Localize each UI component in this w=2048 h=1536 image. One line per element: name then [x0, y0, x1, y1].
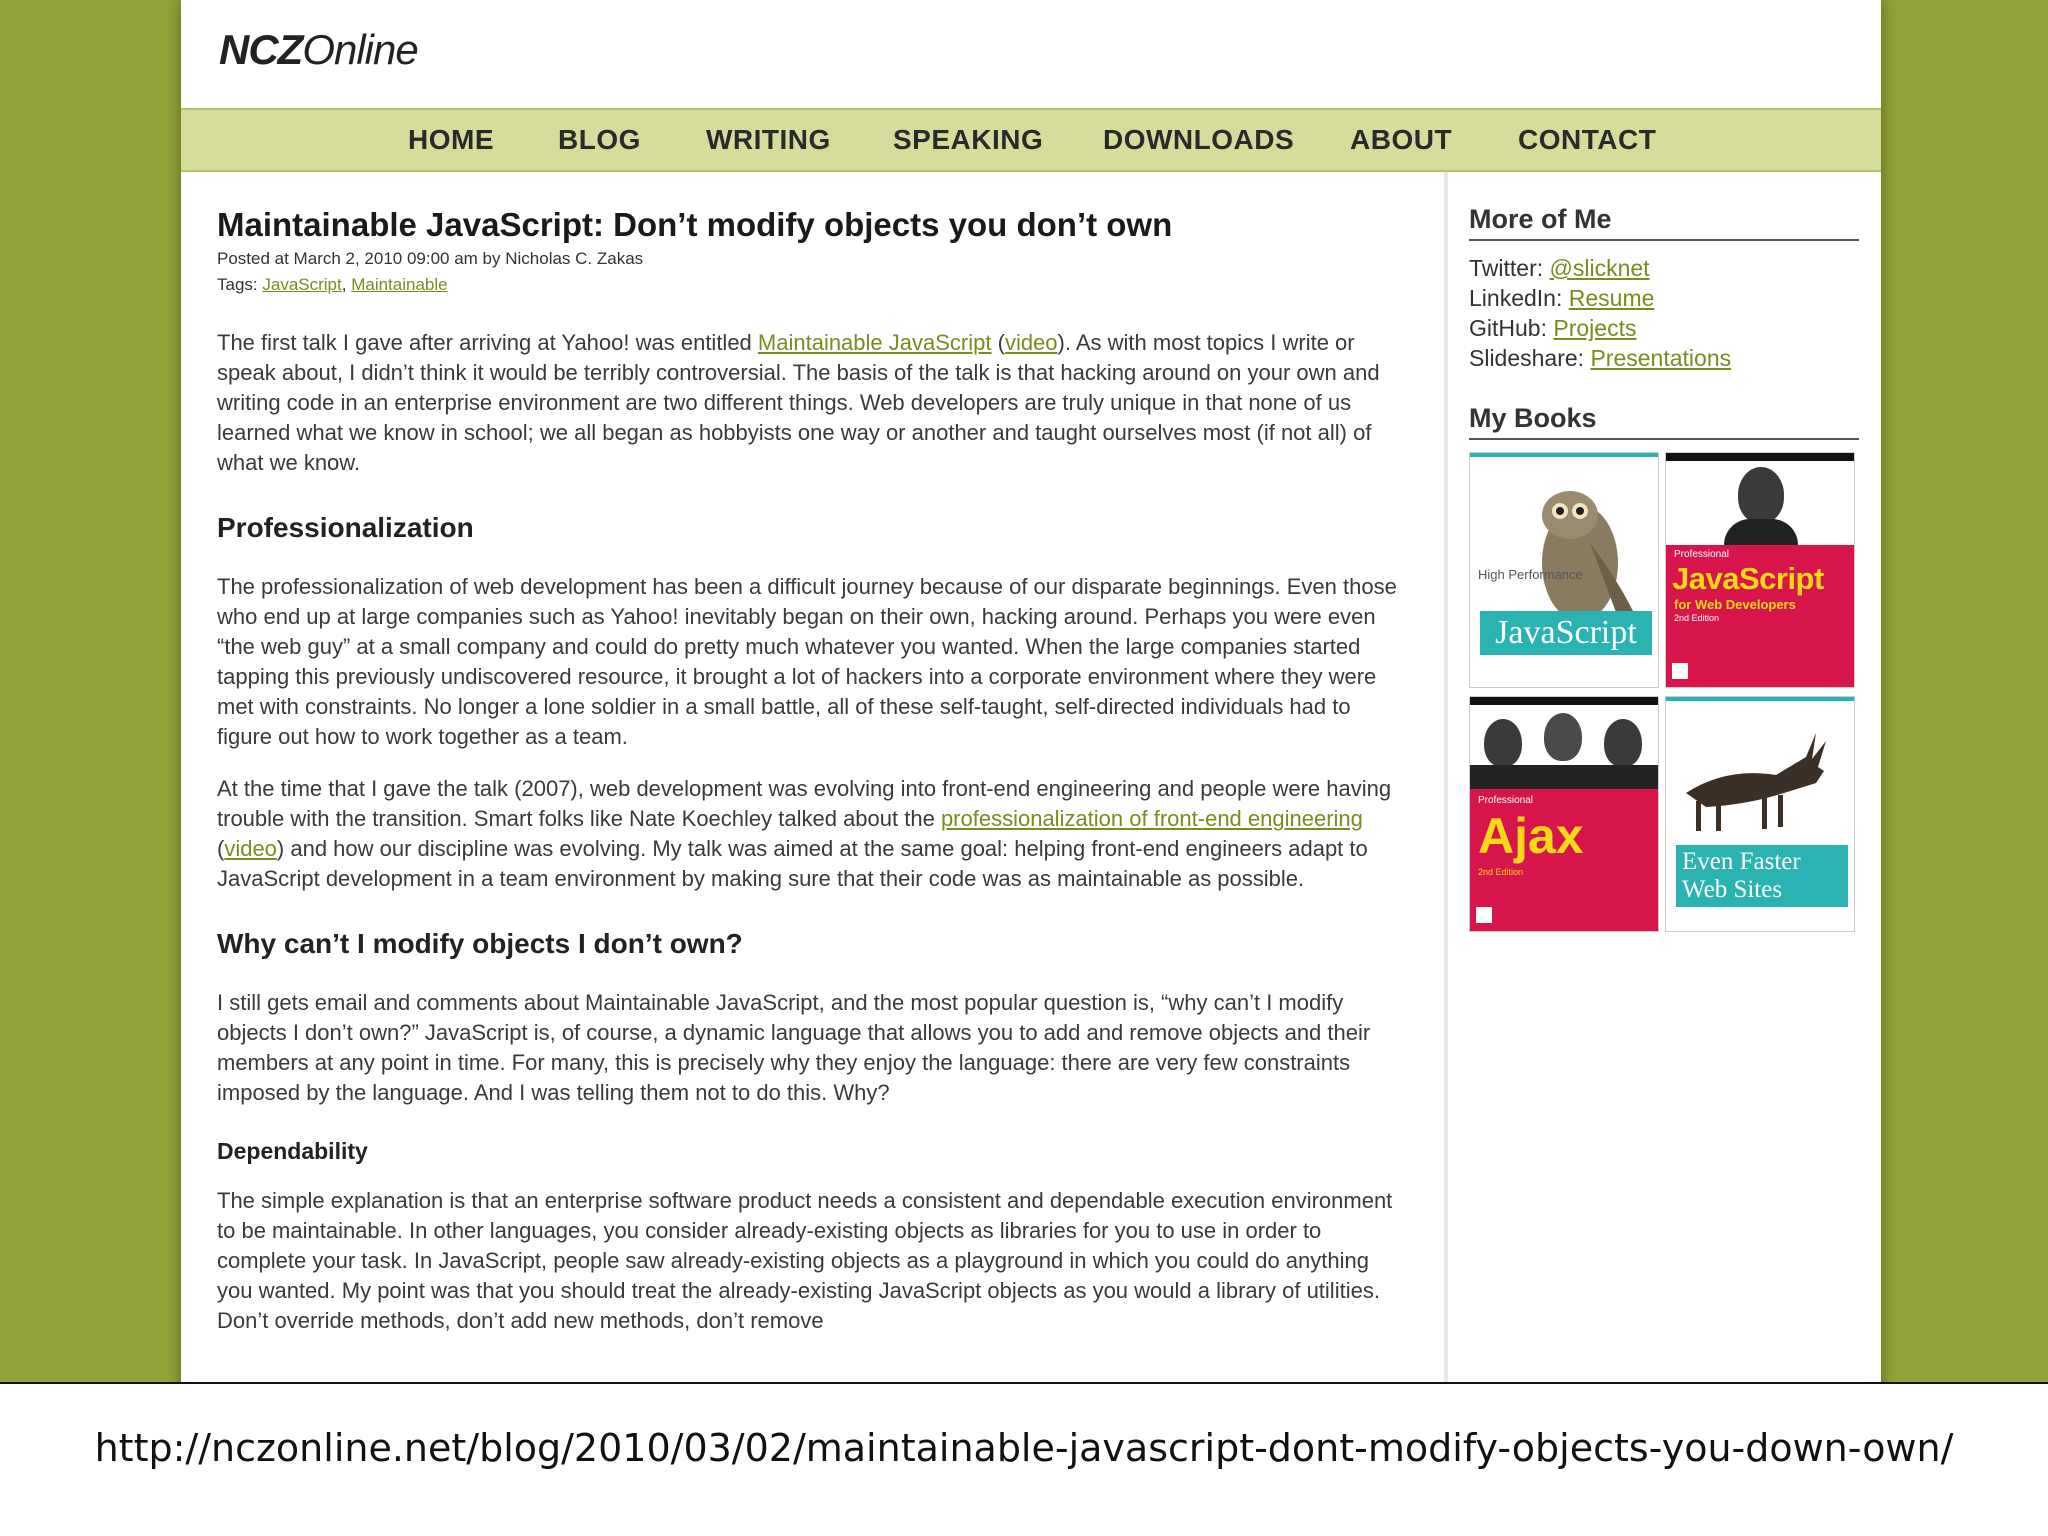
book-high-performance-javascript[interactable]: [1469, 452, 1659, 688]
book3-photo-area: [1470, 697, 1659, 789]
twitter-label: Twitter:: [1469, 255, 1550, 281]
paragraph-why: I still gets email and comments about Maintainable JavaScript, and the most popular question is, “why can’t I modify objects I don’t own?” JavaScript is, of course, a dynamic language that allows you to add and remove objects and their members at any point in time. For many, this is precisely why they enjoy the language: there are very few constraints imposed by the language. And I was telling them not to do this. Why?: [217, 990, 1371, 1105]
nav-writing[interactable]: WRITING: [706, 124, 831, 155]
tags-label: Tags:: [217, 275, 258, 294]
book4-title-line1: Even Faster: [1682, 848, 1801, 875]
book2-top-bar: [1666, 453, 1855, 461]
caption-url: http://nczonline.net/blog/2010/03/02/maintainable-javascript-dont-modify-objects-you-down-own/: [94, 1426, 1954, 1470]
logo-bold-text: NCZ: [219, 26, 303, 73]
tag-javascript[interactable]: JavaScript: [262, 275, 342, 294]
book3-series: Professional: [1478, 795, 1534, 806]
book1-subtitle: High Performance: [1478, 567, 1583, 582]
linkedin-link[interactable]: Resume: [1568, 285, 1655, 311]
github-row: [1469, 313, 1859, 343]
github-link[interactable]: Projects: [1553, 315, 1637, 341]
nav-blog[interactable]: BLOG: [558, 124, 641, 155]
post-content: [217, 204, 1407, 1358]
book3-title: Ajax: [1478, 808, 1584, 864]
nav-speaking[interactable]: SPEAKING: [893, 124, 1044, 155]
post-title[interactable]: Maintainable JavaScript: Don’t modify objects you don’t own: [217, 206, 1173, 243]
tag-maintainable[interactable]: Maintainable: [351, 275, 448, 294]
text: ). As with most topics I write or speak about, I didn’t think it would be terribly controversial. The basis of the talk is that hacking around on your own and writing code in an enterprise environment are two different things. Web developers are truly unique in that none of us learned what we know in school; we all began as hobbyists one way or another and taught ourselves most (if not all) of what we know.: [217, 330, 1380, 475]
wrox-logo-icon: [1672, 663, 1688, 679]
text: (: [991, 330, 1005, 355]
book3-edition: 2nd Edition: [1478, 867, 1524, 877]
author2-photo-icon: [1544, 713, 1582, 761]
author3-photo-icon: [1604, 719, 1642, 767]
nav-downloads[interactable]: DOWNLOADS: [1103, 124, 1295, 155]
site-header: [181, 0, 1881, 108]
book1-title: JavaScript: [1480, 611, 1652, 655]
book4-title-line2: Web Sites: [1682, 876, 1783, 903]
paragraph-dependability: The simple explanation is that an enterprise software product needs a consistent and dependable execution environment to be maintainable. In other languages, you consider already-existing objects as libraries for you to use in order to complete your task. In JavaScript, people saw already-existing objects as a playground in which you could do anything you wanted. My point was that you should treat the already-existing JavaScript objects as you would a library of utilities. Don’t override methods, don’t add new methods, don’t remove: [217, 1188, 1393, 1333]
text: The first talk I gave after arriving at Yahoo! was entitled: [217, 330, 758, 355]
sidebar: [1469, 204, 1859, 932]
browser-page: [181, 0, 1881, 1400]
text: At the time that I gave the talk (2007), web development was evolving into front-end engineering and people were having trouble with the transition. Smart folks like Nate Koechley talked about the: [217, 776, 1392, 831]
wrox-logo-icon: [1476, 907, 1492, 923]
book2-edition: 2nd Edition: [1674, 613, 1720, 623]
twitter-link[interactable]: @slicknet: [1549, 255, 1650, 281]
caption-bar: [0, 1382, 2048, 1536]
author-shoulders-icon: [1724, 519, 1798, 545]
book2-series: Professional: [1674, 549, 1730, 560]
heading-dependability: Dependability: [217, 1138, 368, 1164]
post-meta: Posted at March 2, 2010 09:00 am by Nicholas C. Zakas: [217, 249, 644, 268]
main-navigation: [181, 108, 1881, 172]
link-video-2[interactable]: video: [224, 836, 277, 861]
slideshare-link[interactable]: Presentations: [1590, 345, 1732, 371]
site-logo[interactable]: [219, 26, 418, 74]
nav-about[interactable]: ABOUT: [1350, 124, 1453, 155]
books-grid: [1469, 452, 1859, 932]
github-label: GitHub:: [1469, 315, 1554, 341]
heading-why-cant-modify: Why can’t I modify objects I don’t own?: [217, 928, 743, 959]
book3-top-bar: [1470, 697, 1659, 705]
paragraph-intro: [217, 328, 1407, 478]
book-professional-javascript[interactable]: [1665, 452, 1855, 688]
linkedin-label: LinkedIn:: [1469, 285, 1569, 311]
link-professionalization-fe[interactable]: professionalization of front-end engineering: [940, 806, 1363, 831]
slideshare-label: Slideshare:: [1469, 345, 1591, 371]
book-professional-ajax[interactable]: [1469, 696, 1659, 932]
more-of-me-heading: More of Me: [1469, 204, 1859, 241]
book4-title: [1676, 845, 1848, 907]
authors-shoulders-icon: [1470, 765, 1659, 789]
book2-photo-area: [1666, 453, 1855, 545]
author1-photo-icon: [1484, 719, 1522, 767]
nav-contact[interactable]: CONTACT: [1518, 124, 1657, 155]
linkedin-row: [1469, 283, 1859, 313]
link-maintainable-javascript[interactable]: Maintainable JavaScript: [757, 330, 992, 355]
logo-light-text: Online: [302, 26, 418, 73]
book-even-faster-web-sites[interactable]: [1665, 696, 1855, 932]
post-tags: Tags: JavaScript, Maintainable: [217, 275, 448, 294]
twitter-row: [1469, 253, 1859, 283]
book2-subtitle: for Web Developers: [1674, 597, 1796, 612]
heading-professionalization: Professionalization: [217, 512, 474, 543]
text: ) and how our discipline was evolving. My talk was aimed at the same goal: helping front-end engineers adapt to JavaScript development in a team environment by making sure that their code was as maintainable as possible.: [217, 836, 1368, 891]
nav-home[interactable]: HOME: [408, 124, 494, 155]
sidebar-divider: [1444, 172, 1448, 1400]
paragraph-talk-2007: [217, 774, 1407, 894]
book2-title: JavaScript: [1672, 561, 1824, 596]
text: (: [217, 836, 225, 861]
my-books-heading: My Books: [1469, 403, 1859, 440]
paragraph-professionalization: The professionalization of web development has been a difficult journey because of our disparate beginnings. Even those who end up at large companies such as Yahoo! inevitably began on their own, hacking around. Perhaps you were even “the web guy” at a small company and could do pretty much whatever you wanted. When the large companies started tapping this previously undiscovered resource, it brought a lot of hackers into a corporate environment where they were met with constraints. No longer a lone soldier in a small battle, all of these self-taught, self-directed individuals had to figure out how to work together as a team.: [217, 574, 1397, 749]
slideshare-row: [1469, 343, 1859, 373]
author-photo-icon: [1738, 467, 1784, 523]
link-video-1[interactable]: video: [1004, 330, 1058, 355]
